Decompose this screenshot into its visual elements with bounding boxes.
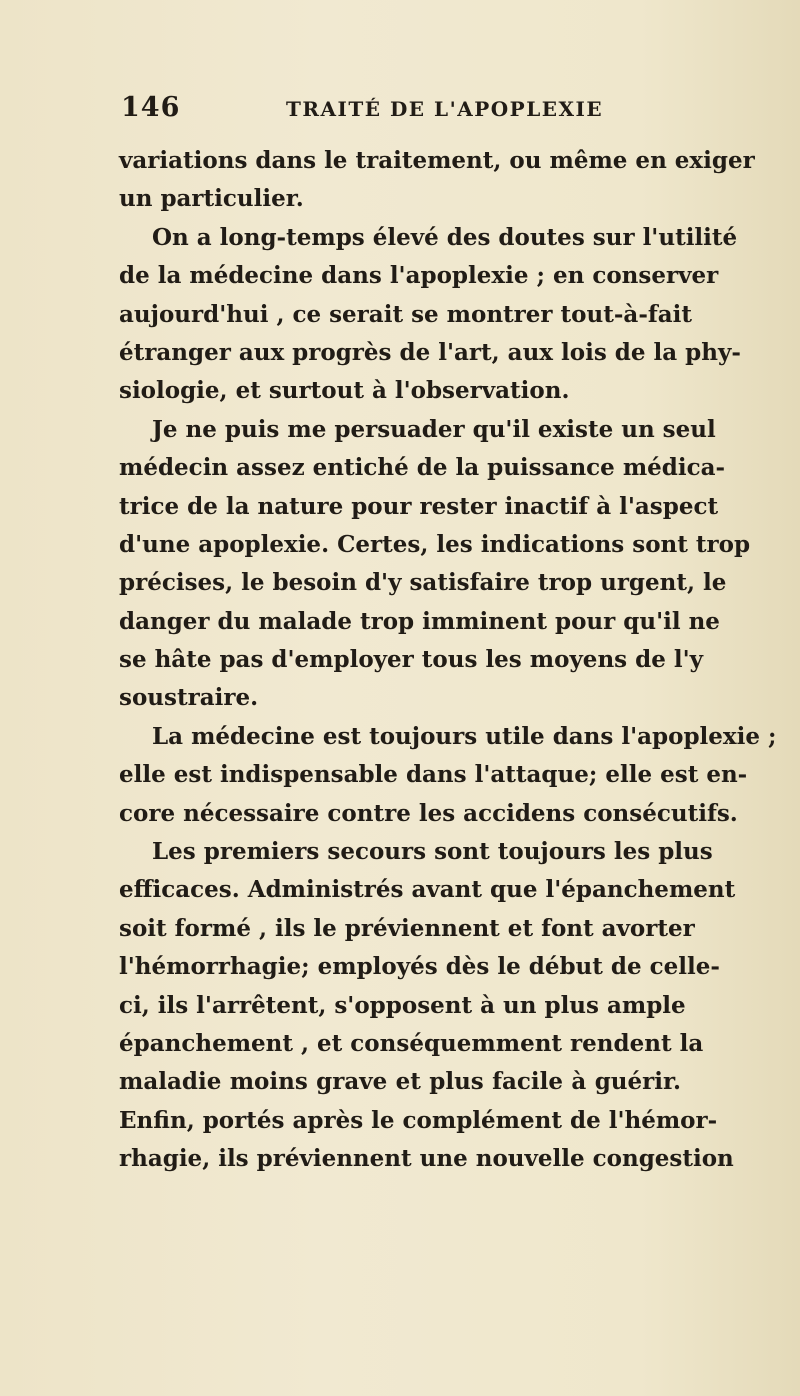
- text-line: danger du malade trop imminent pour qu'il ne: [119, 607, 720, 635]
- text-line: On a long-temps élevé des doutes sur l'utilité: [152, 223, 738, 251]
- text-line: La médecine est toujours utile dans l'apoplexie ;: [152, 722, 777, 750]
- text-line: de la médecine dans l'apoplexie ; en conserver: [119, 262, 719, 290]
- text-line: maladie moins grave et plus facile à guérir.: [119, 1068, 681, 1096]
- text-line: se hâte pas d'employer tous les moyens de l'y: [119, 646, 703, 674]
- text-line: core nécessaire contre les accidens consécutifs.: [119, 799, 738, 827]
- text-line: épanchement , et conséquemment rendent la: [119, 1029, 704, 1057]
- text-line: Les premiers secours sont toujours les plus: [152, 838, 713, 866]
- text-line: aujourd'hui , ce serait se montrer tout-à-fait: [119, 300, 693, 328]
- text-line: médecin assez entiché de la puissance médica-: [119, 454, 726, 482]
- text-line: soit formé , ils le préviennent et font avorter: [119, 914, 695, 942]
- text-line: d'une apoplexie. Certes, les indications sont trop: [119, 530, 751, 558]
- page-header: [121, 92, 681, 132]
- text-line: variations dans le traitement, ou même en exiger: [119, 147, 755, 174]
- text-line: Je ne puis me persuader qu'il existe un seul: [152, 415, 716, 443]
- text-line: ci, ils l'arrêtent, s'opposent à un plus ample: [119, 991, 686, 1019]
- text-line: elle est indispensable dans l'attaque; elle est en-: [119, 761, 748, 789]
- running-title: TRAITÉ DE L'APOPLEXIE: [286, 97, 604, 121]
- page-number: 146: [121, 92, 181, 123]
- text-line: Enfin, portés après le complément de l'hémor-: [119, 1106, 718, 1134]
- text-line: trice de la nature pour rester inactif à l'aspect: [119, 492, 719, 520]
- text-line: l'hémorrhagie; employés dès le début de celle-: [119, 953, 720, 981]
- text-line: un particulier.: [119, 185, 304, 213]
- text-line: siologie, et surtout à l'observation.: [119, 377, 570, 405]
- body-text: [119, 142, 777, 1179]
- text-line: efficaces. Administrés avant que l'épanchement: [119, 876, 736, 904]
- text-line: rhagie, ils préviennent une nouvelle congestion: [119, 1145, 734, 1173]
- text-line: étranger aux progrès de l'art, aux lois de la phy-: [119, 338, 741, 366]
- text-line: précises, le besoin d'y satisfaire trop urgent, le: [119, 569, 727, 597]
- text-line: soustraire.: [119, 684, 259, 712]
